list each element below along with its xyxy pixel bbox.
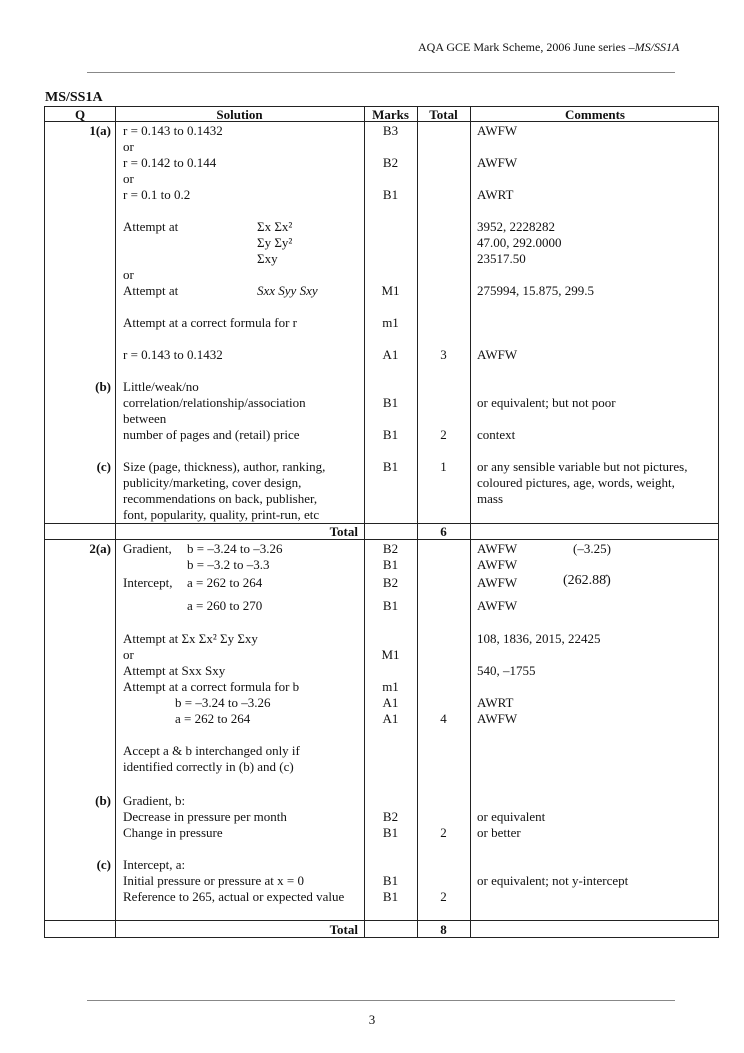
mark: B1: [382, 889, 399, 904]
solution-line: b = –3.24 to –3.26: [187, 541, 283, 556]
mark: B1: [382, 598, 399, 613]
col-header-solution: Solution: [216, 107, 263, 122]
solution-line: Change in pressure: [123, 825, 223, 840]
solution-line: r = 0.143 to 0.1432: [123, 123, 223, 138]
comment: or equivalent: [477, 809, 546, 824]
solution-line: or: [123, 139, 134, 154]
col-header-q: Q: [74, 107, 86, 122]
solution-line: Gradient, b:: [123, 793, 186, 808]
mark: B2: [382, 809, 399, 824]
solution-line: a = 262 to 264: [175, 711, 251, 726]
solution-line: or: [123, 267, 134, 282]
mark: B2: [382, 575, 399, 590]
mark: B1: [382, 395, 399, 410]
comment: 3952, 2228282: [477, 219, 555, 234]
header-text: AQA GCE Mark Scheme, 2006 June series: [418, 40, 626, 54]
solution-line: a = 262 to 264: [187, 575, 263, 590]
solution-line: Accept a & b interchanged only if: [123, 743, 300, 758]
comment: or any sensible variable but not pictures,: [477, 459, 688, 474]
mark: B1: [382, 187, 399, 202]
mark: B1: [382, 459, 399, 474]
mark: B1: [382, 557, 399, 572]
col-header-marks: Marks: [372, 107, 409, 122]
total: 1: [440, 459, 447, 474]
solution-line: b = –3.2 to –3.3: [187, 557, 270, 572]
comment: coloured pictures, age, words, weight,: [477, 475, 675, 490]
comment: (262.88̇): [563, 573, 611, 588]
comment: or equivalent; not y-intercept: [477, 873, 629, 888]
comment: 108, 1836, 2015, 22425: [477, 631, 601, 646]
comment: AWFW: [477, 155, 518, 170]
mark: M1: [381, 647, 400, 662]
solution-line: Reference to 265, actual or expected value: [123, 889, 345, 904]
page-header: AQA GCE Mark Scheme, 2006 June series –MS/SS1A: [418, 40, 680, 54]
q-label: 2(a): [89, 541, 111, 556]
header-code: MS/SS1A: [634, 40, 680, 54]
total: 4: [440, 711, 447, 726]
solution-line: b = –3.24 to –3.26: [175, 695, 271, 710]
comment: 23517.50: [477, 251, 526, 266]
comment: AWFW: [477, 557, 518, 572]
mark: M1: [381, 283, 400, 298]
solution-line: Gradient,: [123, 541, 172, 556]
solution-line: font, popularity, quality, print-run, etc: [123, 507, 320, 522]
total-label: Total: [329, 922, 358, 937]
total: 2: [440, 825, 447, 840]
total: 3: [440, 347, 447, 362]
comment: context: [477, 427, 516, 442]
comment: mass: [477, 491, 503, 506]
solution-line: correlation/relationship/association: [123, 395, 306, 410]
solution-line: identified correctly in (b) and (c): [123, 759, 294, 774]
total-value: 6: [440, 524, 447, 539]
page-number: 3: [368, 1012, 376, 1027]
solution-sum: Σxy: [257, 251, 278, 266]
solution-line: r = 0.1 to 0.2: [123, 187, 191, 202]
solution-line: Decrease in pressure per month: [123, 809, 287, 824]
col-header-comments: Comments: [565, 107, 625, 122]
col-header-total: Total: [429, 107, 458, 122]
row-line: [45, 539, 718, 540]
solution-line: Intercept, a:: [123, 857, 186, 872]
comment: 540, –1755: [477, 663, 536, 678]
solution-line: r = 0.143 to 0.1432: [123, 347, 223, 362]
total-value: 8: [440, 922, 447, 937]
comment: AWFW: [477, 541, 518, 556]
solution-line: or: [123, 171, 134, 186]
solution-sum: Σy Σy²: [257, 235, 293, 250]
solution-line: Attempt at: [123, 219, 179, 234]
col-divider: [115, 107, 116, 937]
mark: B1: [382, 427, 399, 442]
comment: AWFW: [477, 347, 518, 362]
solution-line: between: [123, 411, 167, 426]
q-label: (b): [95, 793, 111, 808]
solution-line: Initial pressure or pressure at x = 0: [123, 873, 304, 888]
solution-line: recommendations on back, publisher,: [123, 491, 318, 506]
row-line: [45, 920, 718, 921]
total: 2: [440, 889, 447, 904]
comment: or equivalent; but not poor: [477, 395, 616, 410]
comment: 47.00, 292.0000: [477, 235, 562, 250]
comment: AWFW: [477, 598, 518, 613]
solution-sum: Σx Σx²: [257, 219, 293, 234]
comment: 275994, 15.875, 299.5: [477, 283, 594, 298]
mark: A1: [382, 695, 399, 710]
mark: B2: [382, 541, 399, 556]
solution-line: a = 260 to 270: [187, 598, 263, 613]
solution-line: Attempt at Σx Σx² Σy Σxy: [123, 631, 258, 646]
solution-line: or: [123, 647, 134, 662]
comment: AWRT: [477, 187, 514, 202]
solution-line: Little/weak/no: [123, 379, 199, 394]
mark: m1: [382, 679, 399, 694]
comment: or better: [477, 825, 521, 840]
total: 2: [440, 427, 447, 442]
footer-rule: [87, 1000, 675, 1001]
comment: AWRT: [477, 695, 514, 710]
comment: AWFW: [477, 575, 518, 590]
q-label: 1(a): [89, 123, 111, 138]
col-divider: [417, 107, 418, 937]
q-label: (c): [96, 459, 111, 474]
mark: A1: [382, 711, 399, 726]
total-label: Total: [329, 524, 358, 539]
comment-value: 262.88̇: [567, 573, 607, 588]
mark-scheme-table: [44, 106, 719, 938]
solution-line: publicity/marketing, cover design,: [123, 475, 302, 490]
solution-line: Size (page, thickness), author, ranking,: [123, 459, 326, 474]
comment: AWFW: [477, 711, 518, 726]
solution-line: number of pages and (retail) price: [123, 427, 300, 442]
col-divider: [470, 107, 471, 937]
solution-line: r = 0.142 to 0.144: [123, 155, 217, 170]
q-label: (b): [95, 379, 111, 394]
solution-line: Attempt at: [123, 283, 179, 298]
header-rule: [87, 72, 675, 73]
q-label: (c): [96, 857, 111, 872]
mark-scheme-id: MS/SS1A: [45, 90, 103, 105]
solution-line: Attempt at a correct formula for b: [123, 679, 300, 694]
solution-line: Attempt at a correct formula for r: [123, 315, 297, 330]
mark: B1: [382, 873, 399, 888]
comment: AWFW: [477, 123, 518, 138]
mark: B3: [382, 123, 399, 138]
mark: m1: [382, 315, 399, 330]
mark: B1: [382, 825, 399, 840]
mark: A1: [382, 347, 399, 362]
solution-sum: Sxx Syy Sxy: [257, 283, 318, 298]
mark: B2: [382, 155, 399, 170]
solution-line: Attempt at Sxx Sxy: [123, 663, 226, 678]
solution-line: Intercept,: [123, 575, 173, 590]
comment: (–3.25): [573, 541, 611, 556]
